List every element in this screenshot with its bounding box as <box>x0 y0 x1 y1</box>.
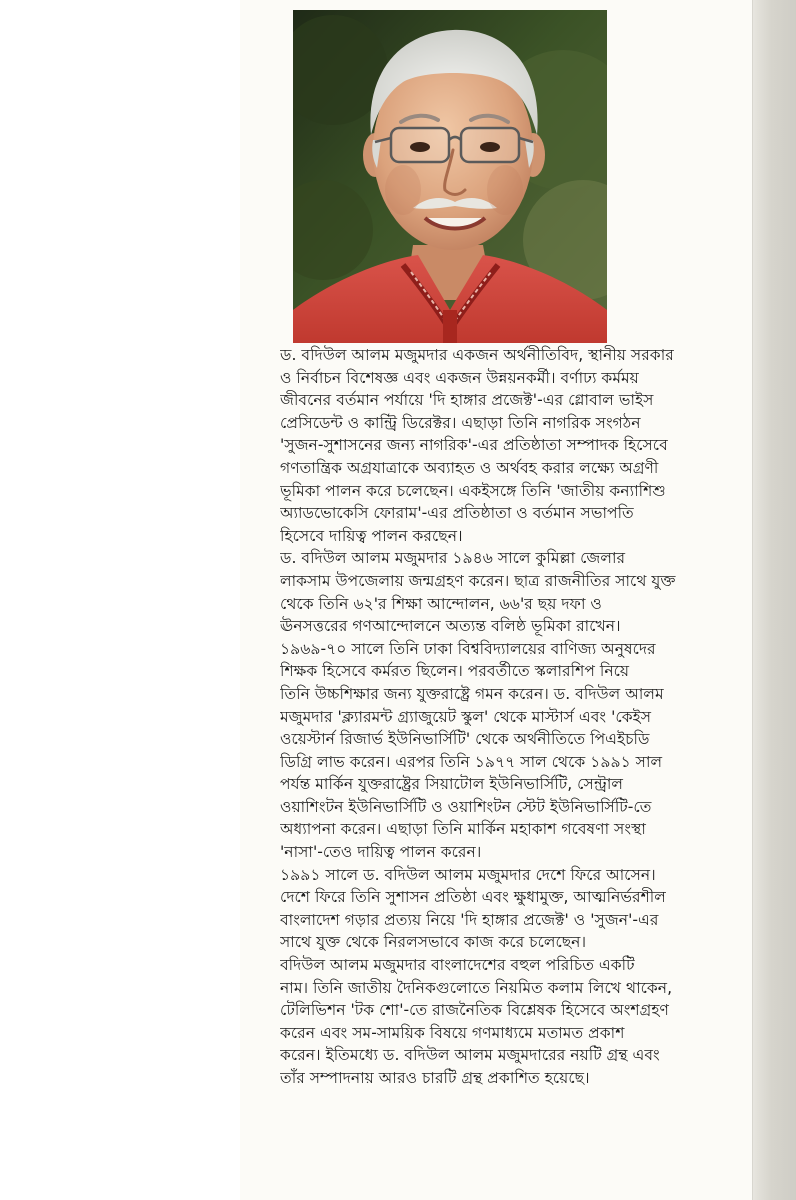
bio-line: লাকসাম উপজেলায় জন্মগ্রহণ করেন। ছাত্র রাজনীতির সাথে যুক্ত <box>280 571 676 590</box>
bio-line: গণতান্ত্রিক অগ্রযাত্রাকে অব্যাহত ও অর্থবহ করার লক্ষ্যে অগ্রণী <box>280 458 659 477</box>
author-bio <box>280 344 736 1090</box>
bio-line: ১৯৯১ সালে ড. বদিউল আলম মজুমদার দেশে ফিরে আসেন। <box>280 865 656 884</box>
bio-line: ড. বদিউল আলম মজুমদার ১৯৪৬ সালে কুমিল্লা জেলার <box>280 549 626 568</box>
bio-line: বদিউল আলম মজুমদার বাংলাদেশের বহুল পরিচিত একটি <box>280 956 635 975</box>
bio-line: 'সুজন-সুশাসনের জন্য নাগরিক'-এর প্রতিষ্ঠাতা সম্পাদক হিসেবে <box>280 436 668 455</box>
bio-line: হিসেবে দায়িত্ব পালন করছেন। <box>280 526 463 545</box>
bio-line: তাঁর সম্পাদনায় আরও চারটি গ্রন্থ প্রকাশিত হয়েছে। <box>280 1069 590 1087</box>
bio-line: অধ্যাপনা করেন। এছাড়া তিনি মার্কিন মহাকাশ গবেষণা সংস্থা <box>280 820 646 839</box>
bio-line: ওয়েস্টার্ন রিজার্ভ ইউনিভার্সিটি' থেকে অর্থনীতিতে পিএইচডি <box>280 730 650 749</box>
bio-line: প্রেসিডেন্ট ও কান্ট্রি ডিরেক্টর। এছাড়া তিনি নাগরিক সংগঠন <box>280 413 641 432</box>
bio-line: ডিগ্রি লাভ করেন। এরপর তিনি ১৯৭৭ সাল থেকে ১৯৯১ সাল <box>280 752 663 771</box>
bio-line: ভূমিকা পালন করে চলেছেন। একইসঙ্গে তিনি 'জাতীয় কন্যাশিশু <box>280 481 666 500</box>
bio-line: নাম। তিনি জাতীয় দৈনিকগুলোতে নিয়মিত কলাম লিখে থাকেন, <box>280 978 673 997</box>
bio-line: দেশে ফিরে তিনি সুশাসন প্রতিষ্ঠা এবং ক্ষুধামুক্ত, আত্মনির্ভরশীল <box>280 888 666 907</box>
bio-line: ড. বদিউল আলম মজুমদার একজন অর্থনীতিবিদ, স্থানীয় সরকার <box>280 346 674 364</box>
bio-line: ১৯৬৯-৭০ সালে তিনি ঢাকা বিশ্ববিদ্যালয়ের বাণিজ্য অনুষদের <box>280 639 656 658</box>
bio-line: শিক্ষক হিসেবে কর্মরত ছিলেন। পরবর্তীতে স্কলারশিপ নিয়ে <box>280 662 630 681</box>
bio-line: বাংলাদেশ গড়ার প্রত্যয় নিয়ে 'দি হাঙ্গার প্রজেক্ট' ও 'সুজন'-এর <box>280 910 659 929</box>
bio-line: সাথে যুক্ত থেকে নিরলসভাবে কাজ করে চলেছেন। <box>280 933 587 952</box>
bio-line: করেন। ইতিমধ্যে ড. বদিউল আলম মজুমদারের নয়টি গ্রন্থ এবং <box>280 1046 660 1065</box>
bio-line: জীবনের বর্তমান পর্যায়ে 'দি হাঙ্গার প্রজেক্ট'-এর গ্লোবাল ভাইস <box>280 391 654 410</box>
bio-line: 'নাসা'-তেও দায়িত্ব পালন করেন। <box>280 843 482 862</box>
bio-line: তিনি উচ্চশিক্ষার জন্য যুক্তরাষ্ট্রে গমন করেন। ড. বদিউল আলম <box>280 684 664 703</box>
bio-line: অ্যাডভোকেসি ফোরাম'-এর প্রতিষ্ঠাতা ও বর্তমান সভাপতি <box>280 504 634 523</box>
bio-line: টেলিভিশন 'টক শো'-তে রাজনৈতিক বিশ্লেষক হিসেবে অংশগ্রহণ <box>280 1001 669 1020</box>
page-edge-line <box>752 0 753 1200</box>
bio-line: ও নির্বাচন বিশেষজ্ঞ এবং একজন উন্নয়নকর্মী। বর্ণাঢ্য কর্মময় <box>280 368 639 387</box>
bio-line: করেন এবং সম-সাময়িক বিষয়ে গণমাধ্যমে মতামত প্রকাশ <box>280 1023 625 1042</box>
bio-line: ওয়াশিংটন ইউনিভার্সিটি ও ওয়াশিংটন স্টেট ইউনিভার্সিটি-তে <box>280 797 652 816</box>
page-edge-shadow <box>752 0 796 1200</box>
bio-line: পর্যন্ত মার্কিন যুক্তরাষ্ট্রের সিয়াটোল ইউনিভার্সিটি, সেন্ট্রাল <box>280 775 624 794</box>
page-margin-left <box>0 0 240 1200</box>
author-portrait <box>293 10 607 343</box>
bio-line: মজুমদার 'ক্ল্যারমন্ট গ্র্যাজুয়েট স্কুল' থেকে মাস্টার্স এবং 'কেইস <box>280 707 652 726</box>
bio-line: ঊনসত্তরের গণআন্দোলনে অত্যন্ত বলিষ্ঠ ভূমিকা রাখেন। <box>280 617 621 636</box>
bio-line: থেকে তিনি ৬২'র শিক্ষা আন্দোলন, ৬৬'র ছয় দফা ও <box>280 594 602 613</box>
